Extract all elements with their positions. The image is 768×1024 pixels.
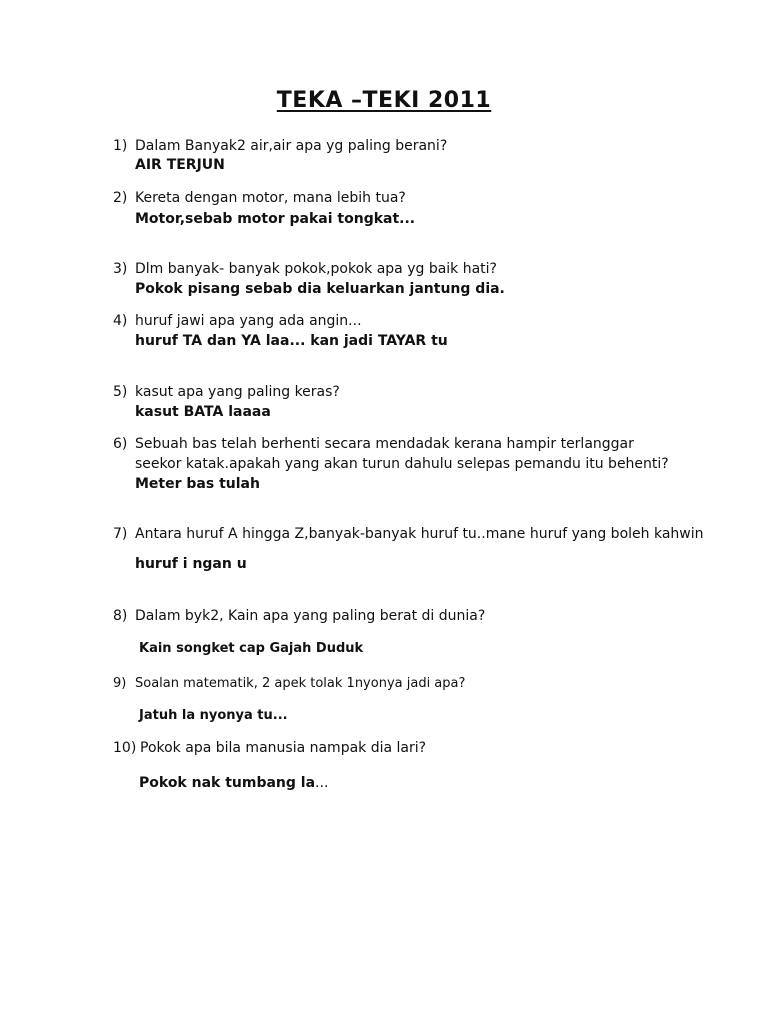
question-3: [113, 259, 753, 279]
question-6: [113, 434, 753, 474]
question-9: [113, 674, 753, 694]
question-text: Dalam Banyak2 air,air apa yg paling berani?: [135, 138, 448, 154]
page-title: TEKA –TEKI 2011: [276, 88, 492, 113]
answer-9: Jatuh la nyonya tu...: [139, 708, 288, 723]
answer-10: [139, 773, 328, 793]
question-number: 2): [113, 190, 128, 206]
question-text: Soalan matematik, 2 apek tolak 1nyonya jadi apa?: [135, 676, 466, 691]
question-number: 7): [113, 526, 128, 542]
question-number: 1): [113, 138, 128, 154]
question-1: [113, 136, 753, 156]
question-text: Dlm banyak- banyak pokok,pokok apa yg baik hati?: [135, 261, 497, 277]
question-5: [113, 382, 753, 402]
answer-ellipsis: ...: [315, 775, 329, 791]
answer-4: huruf TA dan YA laa... kan jadi TAYAR tu: [135, 333, 448, 349]
answer-3: Pokok pisang sebab dia keluarkan jantung dia.: [135, 281, 505, 297]
question-text: Kereta dengan motor, mana lebih tua?: [135, 190, 406, 206]
question-text: seekor katak.apakah yang akan turun dahulu selepas pemandu itu behenti?: [135, 456, 669, 472]
question-number: 4): [113, 313, 128, 329]
question-7: [113, 524, 753, 544]
answer-1: AIR TERJUN: [135, 157, 225, 173]
question-number: 10): [113, 740, 137, 756]
question-text: Sebuah bas telah berhenti secara mendadak kerana hampir terlanggar: [135, 436, 634, 452]
question-number: 9): [113, 676, 127, 691]
question-2: [113, 188, 753, 208]
question-number: 8): [113, 608, 128, 624]
question-number: 6): [113, 436, 128, 452]
question-number: 5): [113, 384, 128, 400]
question-text: Antara huruf A hingga Z,banyak-banyak huruf tu..mane huruf yang boleh kahwin: [135, 526, 704, 542]
answer-5: kasut BATA laaaa: [135, 404, 271, 420]
question-text: huruf jawi apa yang ada angin...: [135, 313, 362, 329]
question-4: [113, 311, 753, 331]
question-text: Pokok apa bila manusia nampak dia lari?: [140, 740, 427, 756]
answer-7: huruf i ngan u: [135, 556, 247, 572]
question-number: 3): [113, 261, 128, 277]
answer-text: Pokok nak tumbang la: [139, 775, 316, 791]
question-text: kasut apa yang paling keras?: [135, 384, 340, 400]
answer-2: Motor,sebab motor pakai tongkat...: [135, 211, 416, 227]
question-10: [113, 738, 753, 758]
question-8: [113, 606, 753, 626]
answer-8: Kain songket cap Gajah Duduk: [139, 641, 364, 656]
question-text: Dalam byk2, Kain apa yang paling berat di dunia?: [135, 608, 486, 624]
answer-6: Meter bas tulah: [135, 476, 260, 492]
